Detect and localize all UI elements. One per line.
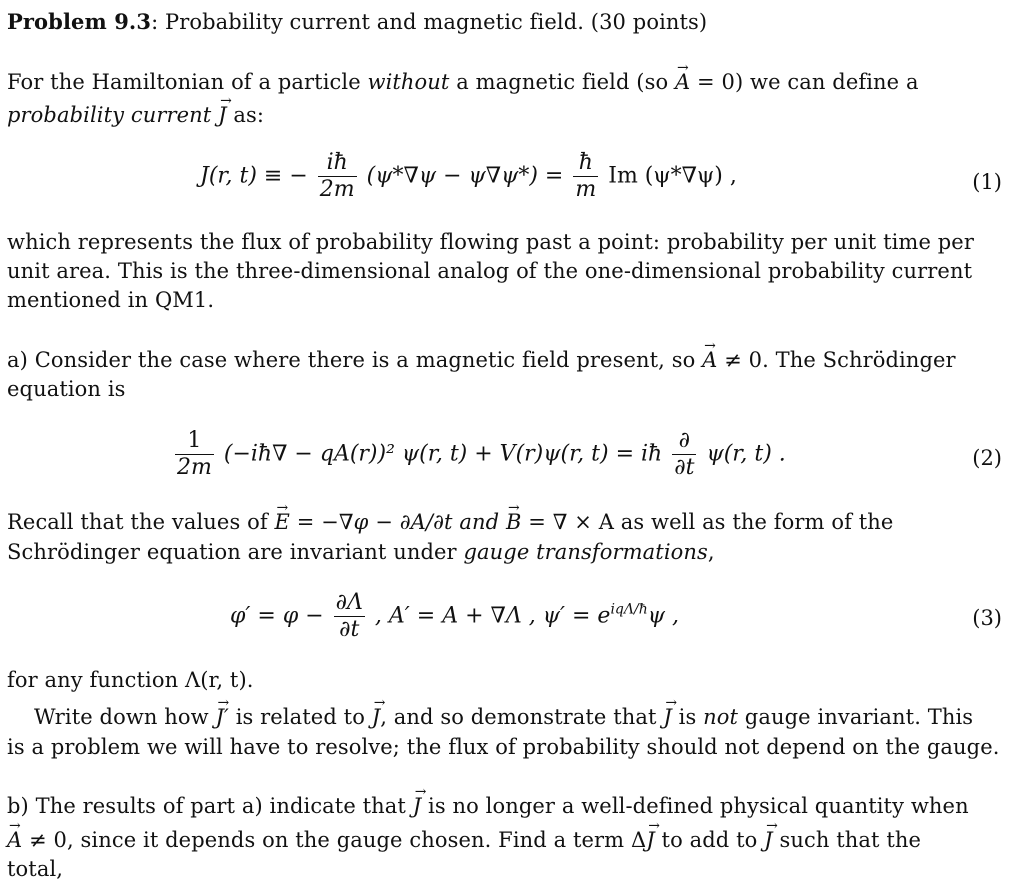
vector-j-symbol: → J: [218, 101, 227, 129]
eq2-fraction: [175, 428, 214, 481]
vector-j-symbol: → J: [372, 703, 381, 731]
eq1-lhs: J(r, t) ≡ −: [200, 163, 308, 189]
eq1-frac1-den: 2m: [319, 177, 355, 202]
eq1-frac2-den: m: [575, 177, 597, 202]
term-gauge-transformations: gauge transformations: [463, 540, 708, 564]
equation-2-number: (2): [972, 446, 1002, 470]
eq3-frac-num: ∂Λ: [335, 590, 363, 615]
intro-text: For the Hamiltonian of a particle: [7, 70, 368, 94]
eq1-middle: (ψ*∇ψ − ψ∇ψ*) =: [366, 163, 564, 189]
vector-j-prime-symbol: → J′: [216, 703, 229, 731]
part-a-text: a) Consider the case where there is a magnetic field present, so: [7, 348, 703, 372]
eq1-frac1-num: iħ: [318, 150, 357, 177]
problem-heading: [7, 8, 707, 36]
part-b-text: such that the: [772, 828, 922, 852]
part-b-line-3: total,: [7, 857, 64, 881]
eq3-frac-den: ∂t: [339, 617, 360, 642]
recall-text: Recall that the values of: [7, 510, 275, 534]
after-eq3-line-1: for any function Λ(r, t).: [7, 668, 254, 692]
vector-a-symbol: → A: [702, 346, 717, 374]
intro-line-2: [7, 101, 264, 129]
eq2-dfrac-den: ∂t: [674, 455, 695, 480]
intro-text: a magnetic field (so: [449, 70, 675, 94]
recall-line-2: [7, 538, 715, 566]
part-b-line-1: [7, 792, 969, 820]
eq3-exponent: iqΛ/ħ: [610, 601, 648, 618]
eq3-part-a: φ′ = φ −: [230, 603, 324, 629]
eq1-frac2-num: ħ: [573, 150, 598, 177]
recall-text: ,: [707, 540, 715, 564]
part-a-line-1: [7, 346, 956, 374]
vector-a-symbol: → A: [7, 826, 22, 854]
term-probability-current: probability current: [7, 103, 212, 127]
eq2-frac-num: 1: [175, 428, 214, 455]
eq2-derivative: [672, 428, 696, 481]
vector-j-symbol: → J: [764, 826, 773, 854]
equation-3: [230, 590, 679, 643]
eq1-rhs: Im (ψ*∇ψ) ,: [608, 163, 737, 189]
intro-line-1: [7, 68, 919, 96]
after-eq3-text: , and so demonstrate that: [380, 705, 664, 729]
equation-1: [200, 150, 737, 203]
equation-3-number: (3): [972, 606, 1002, 630]
after-eq3-text: is: [671, 705, 704, 729]
part-b-text: to add to: [654, 828, 765, 852]
intro-text: = 0) we can define a: [690, 70, 919, 94]
vector-b-symbol: → B: [506, 508, 522, 536]
para1-line-3: mentioned in QM1.: [7, 288, 215, 312]
part-b-text: ≠ 0, since it depends on the gauge chosen. Find a term Δ: [22, 828, 647, 852]
recall-text: = ∇ × A as well as the form of the: [521, 510, 894, 534]
vector-j-symbol: → J: [413, 792, 422, 820]
eq2-dfrac-num: ∂: [672, 428, 696, 455]
eq2-tail: ψ(r, t) .: [706, 441, 786, 467]
vector-e-symbol: → E: [275, 508, 290, 536]
eq2-body: (−iħ∇ − qA(r))² ψ(r, t) + V(r)ψ(r, t) = iħ: [223, 441, 663, 467]
emphasis-not: not: [703, 705, 739, 729]
after-eq3-text: is related to: [228, 705, 372, 729]
para1-line-1: which represents the flux of probability flowing past a point: probability per unit time per: [7, 230, 974, 254]
after-eq3-text: Write down how: [34, 705, 216, 729]
para1-line-2: unit area. This is the three-dimensional analog of the one-dimensional probability current: [7, 259, 973, 283]
part-b-text: b) The results of part a) indicate that: [7, 794, 413, 818]
eq3-fraction: [334, 590, 365, 643]
after-eq3-line-2: [34, 703, 973, 731]
intro-text: as:: [226, 103, 265, 127]
part-a-text: ≠ 0. The Schrödinger: [717, 348, 956, 372]
part-b-text: is no longer a well-defined physical quantity when: [421, 794, 969, 818]
eq2-frac-den: 2m: [177, 455, 212, 480]
vector-a-symbol: → A: [675, 68, 690, 96]
intro-emphasis: without: [367, 70, 450, 94]
equation-2: [172, 428, 786, 481]
recall-text: Schrödinger equation are invariant under: [7, 540, 464, 564]
part-a-line-2: equation is: [7, 377, 126, 401]
eq1-fraction-2: [573, 150, 598, 203]
recall-line-1: [7, 508, 893, 536]
vector-j-symbol: → J: [646, 826, 655, 854]
after-eq3-line-3: is a problem we will have to resolve; the flux of probability should not depend on the gauge.: [7, 735, 1000, 759]
eq3-part-b: , A′ = A + ∇Λ , ψ′ = e: [374, 603, 611, 629]
eq1-fraction-1: [318, 150, 357, 203]
eq3-part-c: ψ ,: [647, 603, 679, 629]
vector-j-symbol: → J: [663, 703, 672, 731]
equation-1-number: (1): [972, 170, 1002, 194]
problem-title: : Probability current and magnetic field. (30 points): [151, 10, 708, 34]
after-eq3-text: gauge invariant. This: [738, 705, 974, 729]
recall-text: = −∇φ − ∂A/∂t and: [289, 510, 506, 534]
part-b-line-2: [7, 826, 921, 854]
problem-label: Problem 9.3: [7, 9, 152, 34]
